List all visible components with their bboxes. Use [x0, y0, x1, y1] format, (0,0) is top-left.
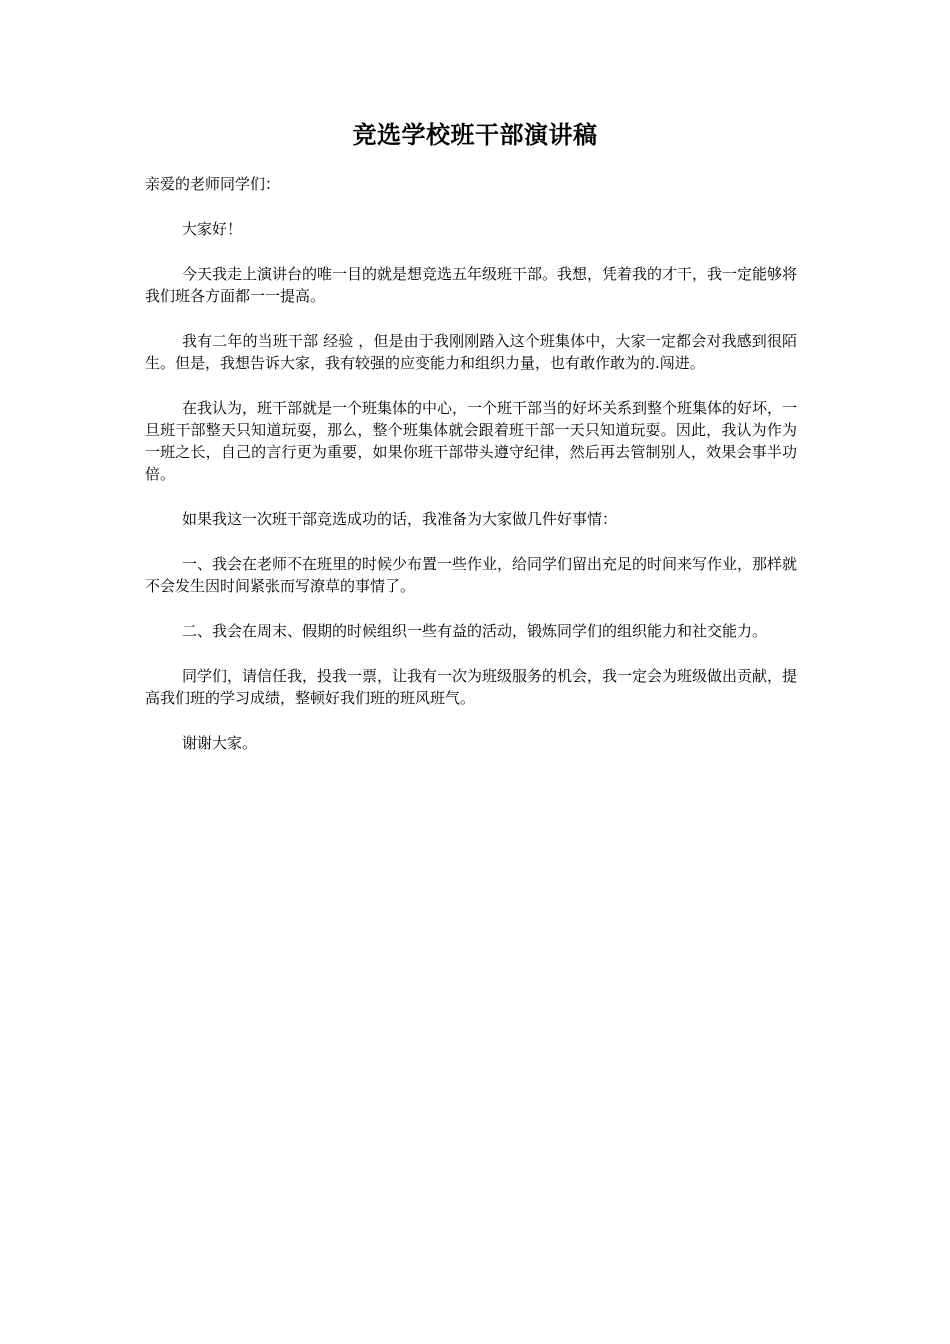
salutation: 亲爱的老师同学们： [145, 175, 281, 193]
document-body [145, 173, 797, 777]
paragraph-greeting: 大家好！ [182, 220, 243, 238]
paragraph-role: 在我认为，班干部就是一个班集体的中心，一个班干部当的好坏关系到整个班集体的好坏，一旦班干部整天只知道玩耍，那么，整个班集体就会跟着班干部一天只知道玩耍。因此，我认为作为一班之长，自己的言行更为重要，如果你班干部带头遵守纪律，然后再去管制别人，效果会事半功倍。 [145, 399, 798, 483]
paragraph-purpose: 今天我走上演讲台的唯一目的就是想竞选五年级班干部。我想，凭着我的才干，我一定能够将我们班各方面都一一提高。 [145, 265, 798, 305]
paragraph-plan-intro: 如果我这一次班干部竞选成功的话，我准备为大家做几件好事情： [182, 510, 618, 528]
paragraph-plan-two: 二、我会在周末、假期的时候组织一些有益的活动，锻炼同学们的组织能力和社交能力。 [182, 622, 768, 640]
document-title: 竞选学校班干部演讲稿 [352, 120, 598, 149]
paragraph-plan-one: 一、我会在老师不在班里的时候少布置一些作业，给同学们留出充足的时间来写作业，那样就不会发生因时间紧张而写潦草的事情了。 [145, 555, 798, 595]
paragraph-thanks: 谢谢大家。 [182, 734, 258, 752]
paragraph-experience: 我有二年的当班干部 经验 ，但是由于我刚刚踏入这个班集体中，大家一定都会对我感到很陌生。但是，我想告诉大家，我有较强的应变能力和组织力量，也有敢作敢为的.闯进。 [145, 332, 797, 372]
paragraph-appeal: 同学们，请信任我，投我一票，让我有一次为班级服务的机会，我一定会为班级做出贡献，提高我们班的学习成绩，整顿好我们班的班风班气。 [145, 667, 798, 707]
